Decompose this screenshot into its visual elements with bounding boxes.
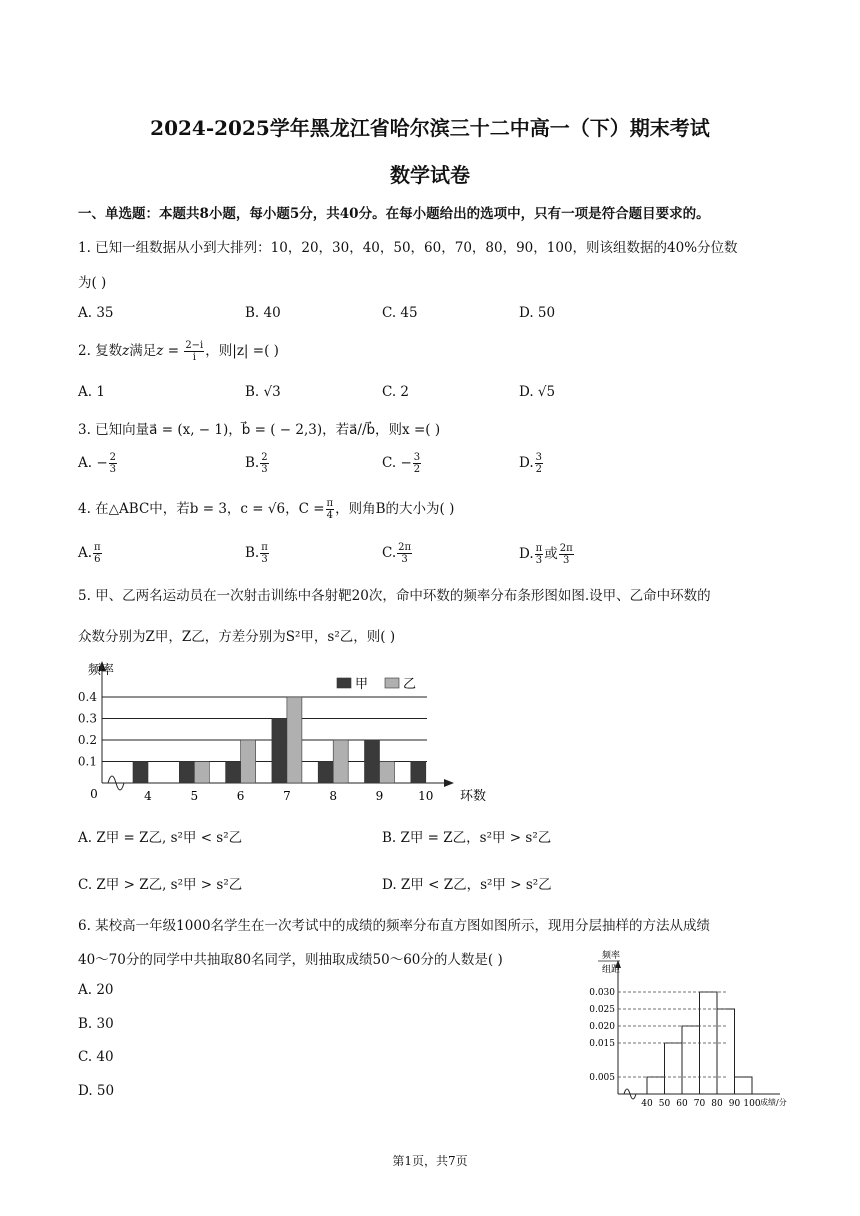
- q4-option-a: A. $\frac{\pi}{6}$: [78, 542, 101, 565]
- y-tick-label: 0.025: [589, 1005, 615, 1015]
- bar-yi: [287, 697, 302, 783]
- q5-option-c: C. Z甲 > Z乙, s²甲 > s²乙: [78, 877, 243, 893]
- x-tick-label: 70: [693, 1099, 706, 1109]
- q5-stem: 5. 甲、乙两名运动员在一次射击训练中各射靶20次，命中环数的频率分布条形图如图.设甲、乙命中环数的: [78, 588, 711, 604]
- exam-subtitle: 数学试卷: [390, 163, 470, 187]
- q6-option-c: C. 40: [78, 1049, 114, 1065]
- x-tick-label: 10: [418, 789, 434, 803]
- q1-option-c: C. 45: [382, 305, 418, 321]
- q2-option-c: C. 2: [382, 384, 410, 400]
- q1-stem-cont: 为( ): [78, 275, 107, 291]
- y-tick-label: 0.2: [77, 733, 97, 747]
- q3-option-b: B. $\frac{2}{3}$: [245, 452, 268, 475]
- bar-yi: [241, 740, 256, 783]
- q5-option-d: D. Z甲 < Z乙，s²甲 > s²乙: [382, 877, 552, 893]
- x-tick-label: 8: [329, 789, 338, 803]
- q4-stem: 4. 在△ABC中，若b = 3，c = √6，C = $\frac{\pi}{4}$ ，则角B的大小为( ): [78, 498, 455, 521]
- q4-option-d: D. $\frac{\pi}{3}$ 或 $\frac{2\pi}{3}$: [519, 543, 573, 566]
- histogram-bar: [717, 1009, 735, 1094]
- x-tick-label: 5: [190, 789, 199, 803]
- bar-jia: [365, 740, 380, 783]
- x-tick-label: 100: [743, 1099, 761, 1109]
- score-histogram: [588, 948, 788, 1118]
- y-tick-label: 0.015: [589, 1039, 615, 1049]
- q2-option-a: A. 1: [78, 384, 105, 400]
- y-tick-label: 0.030: [589, 988, 615, 998]
- y-tick-label: 0.4: [77, 690, 97, 704]
- x-tick-label: 7: [283, 789, 291, 803]
- exam-title: 2024-2025学年黑龙江省哈尔滨三十二中高一（下）期末考试: [150, 116, 710, 140]
- shooting-bar-chart: [72, 656, 492, 811]
- x-tick-label: 90: [728, 1099, 741, 1109]
- q3-option-a: A. − $\frac{2}{3}$: [78, 452, 117, 475]
- y-tick-label: 0.3: [77, 711, 97, 726]
- x-tick-label: 40: [641, 1099, 653, 1109]
- bar-jia: [226, 762, 241, 784]
- q6-stem: 6. 某校高一年级1000名学生在一次考试中的成绩的频率分布直方图如图所示，现用分层抽样的方法从成绩: [78, 918, 711, 934]
- bar-jia: [318, 762, 333, 784]
- x-tick-label: 60: [676, 1099, 688, 1109]
- y-tick-label: 0.020: [589, 1022, 615, 1032]
- q1-option-b: B. 40: [245, 305, 281, 321]
- q3-stem: 3. 已知向量a⃗ = (x, − 1)，b⃗ = ( − 2,3)，若a⃗//b⃗，则x =( ): [78, 422, 441, 438]
- bar-jia: [179, 762, 194, 784]
- x-tick-label: 50: [658, 1099, 671, 1109]
- q3-option-d: D. $\frac{3}{2}$: [519, 452, 543, 475]
- histogram-bar: [647, 1077, 665, 1094]
- bar-jia: [411, 762, 426, 784]
- x-tick-label: 6: [236, 789, 245, 803]
- q2-fraction: $\frac{2-i}{i}$: [185, 340, 204, 363]
- y-axis-title: 频率: [88, 663, 115, 678]
- x-axis-arrow: [444, 779, 454, 787]
- q1-option-a: A. 35: [78, 305, 114, 321]
- origin-label: 0: [90, 787, 98, 801]
- q5-option-a: A. Z甲 = Z乙, s²甲 < s²乙: [78, 830, 243, 846]
- legend-label: 乙: [403, 677, 417, 692]
- q3-option-c: C. − $\frac{3}{2}$: [382, 452, 421, 475]
- q4-option-b: B. $\frac{\pi}{3}$: [245, 542, 268, 565]
- bar-jia: [272, 719, 287, 784]
- q6-option-b: B. 30: [78, 1016, 114, 1032]
- y-tick-label: 0.1: [77, 754, 97, 769]
- q2-option-d: D. √5: [519, 384, 556, 400]
- q1-option-d: D. 50: [519, 305, 556, 321]
- q2-stem: 2. 复数z满足z = $\frac{2-i}{i}$ ，则|z| =( ): [78, 340, 279, 363]
- x-axis-title: 成绩/分: [760, 1098, 787, 1107]
- x-axis-title: 环数: [460, 789, 487, 804]
- q6-option-d: D. 50: [78, 1083, 115, 1099]
- bar-yi: [333, 740, 348, 783]
- bar-yi: [380, 762, 395, 784]
- y-axis-title-bottom: 组距: [602, 965, 621, 975]
- y-tick-label: 0.005: [589, 1073, 615, 1083]
- bar-jia: [133, 762, 148, 784]
- x-tick-label: 4: [144, 789, 152, 803]
- q5-stem-cont: 众数分别为Z甲，Z乙，方差分别为S²甲，s²乙，则( ): [78, 629, 396, 645]
- bar-yi: [194, 762, 209, 784]
- legend-label: 甲: [355, 677, 369, 692]
- q6-stem-cont: 40～70分的同学中共抽取80名同学，则抽取成绩50～60分的人数是( ): [78, 952, 503, 968]
- q5-option-b: B. Z甲 = Z乙，s²甲 > s²乙: [382, 830, 552, 846]
- x-tick-label: 80: [711, 1099, 723, 1109]
- page-footer: 第1页，共7页: [392, 1154, 468, 1168]
- legend-swatch: [385, 678, 399, 688]
- q6-option-a: A. 20: [78, 982, 114, 998]
- legend-swatch: [337, 678, 351, 688]
- q2-option-b: B. √3: [245, 384, 281, 400]
- q4-option-c: C. $\frac{2\pi}{3}$: [382, 542, 412, 565]
- section-heading: 一、单选题：本题共8小题，每小题5分，共40分。在每小题给出的选项中，只有一项是符合题目要求的。: [78, 206, 710, 222]
- histogram-bar: [665, 1043, 683, 1094]
- x-tick-label: 9: [375, 789, 384, 803]
- y-axis-title-top: 频率: [602, 951, 621, 961]
- histogram-bar: [735, 1077, 753, 1094]
- histogram-bar: [682, 1026, 700, 1094]
- q1-stem: 1. 已知一组数据从小到大排列：10，20，30，40，50，60，70，80，90，100，则该组数据的40%分位数: [78, 240, 738, 256]
